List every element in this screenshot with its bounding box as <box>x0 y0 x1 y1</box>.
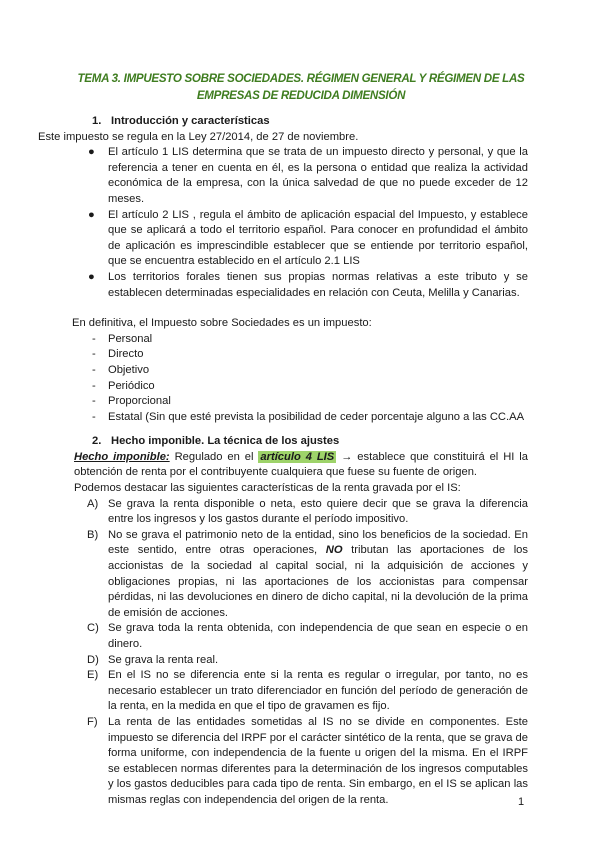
hecho-imponible-paragraph: Hecho imponible: Regulado en el artículo 4 LIS → establece que constituirá el HI la obtención de renta por el contribuyente cualquiera que fuese su fuente de origen. <box>74 450 529 479</box>
list-item: D) Se grava la renta real. <box>87 653 219 666</box>
highlighted-reference: artículo 4 LIS <box>260 450 335 463</box>
list-item: - Directo <box>92 348 144 361</box>
section-1-heading: 1. Introducción y características <box>92 115 270 127</box>
section-2-lead: Podemos destacar las siguientes características de la renta gravada por el IS: <box>74 482 461 495</box>
features-list <box>74 332 528 426</box>
section-2-heading: 2. Hecho imponible. La técnica de los ajustes <box>92 435 340 448</box>
list-item: F) La renta de las entidades sometidas al IS no se divide en componentes. Este impuesto se diferencia del IRPF por el carácter sintético de la renta, que se grava de forma uniforme, con independencia de la fuente u origen del la misma. En el IRPF se establecen normas diferentes para la determinación de los ingresos computables y los gastos deducibles para cada tipo de renta. Sin embargo, en el IS se aplican las mismas reglas con independencia del origen de la renta. <box>87 715 528 806</box>
list-item: - Personal <box>92 332 153 345</box>
list-item: A) Se grava la renta disponible o neta, esto quiere decir que se grava la diferencia entre los ingresos y los gastos durante el período impositivo. <box>87 497 528 526</box>
document-page <box>38 70 529 809</box>
document-title: TEMA 3. IMPUESTO SOBRE SOCIEDADES. RÉGIMEN GENERAL Y RÉGIMEN DE LAS EMPRESAS DE REDUCIDA DIMENSIÓN <box>77 72 525 102</box>
list-item: E) En el IS no se diferencia ente si la renta es regular o irregular, por tanto, no es necesario establecer un trato diferenciador en función del período de generación de la renta, en la medida en que el tipo de gravamen es fijo. <box>87 669 528 713</box>
list-item: ● Los territorios forales tienen sus propias normas relativas a este tributo y se establecen determinadas especialidades en relación con Ceuta, Melilla y Canarias. <box>88 270 528 299</box>
list-item: B) No se grava el patrimonio neto de la entidad, sino los beneficios de la sociedad. En este sentido, entre otras operaciones, NO tributan las aportaciones de los accionistas de la sociedad al capital social, ni la adquisición de acciones y obligaciones propias, ni las aportaciones de los accionistas para compensar pérdidas, ni las devoluciones en dinero de dicho capital, ni la devolución de la prima de emisión de acciones. <box>87 528 528 619</box>
page-number: 1 <box>518 796 525 808</box>
section-1-intro: Este impuesto se regula en la Ley 27/2014, de 27 de noviembre. <box>38 130 359 143</box>
list-item: C) Se grava toda la renta obtenida, con independencia de que sean en especie o en dinero. <box>87 622 528 650</box>
list-item: - Objetivo <box>92 363 150 376</box>
list-item: - Estatal (Sin que esté prevista la posibilidad de ceder porcentaje alguno a las CC.AA <box>92 410 525 423</box>
list-item: ● El artículo 1 LIS determina que se trata de un impuesto directo y personal, y que la referencia a tener en cuenta en él, es la persona o entidad que realiza la actividad económica de la empresa, con la única salvedad de que no puede exceder de 12 meses. <box>88 146 528 205</box>
section-1-summary: En definitiva, el Impuesto sobre Sociedades es un impuesto: <box>72 317 372 330</box>
list-item: ● El artículo 2 LIS , regula el ámbito de aplicación espacial del Impuesto, y establece que se aplicará a todo el territorio español. Para conocer en profundidad el ámbito de aplicación es imprescindible establecer que se entiende por territorio español, que se encuentra establecido en el artículo 2.1 LIS <box>88 208 528 268</box>
list-item: - Proporcional <box>92 395 171 408</box>
characteristics-list <box>74 497 528 809</box>
list-item: - Periódico <box>92 379 155 392</box>
section-1-bullets <box>74 145 528 301</box>
